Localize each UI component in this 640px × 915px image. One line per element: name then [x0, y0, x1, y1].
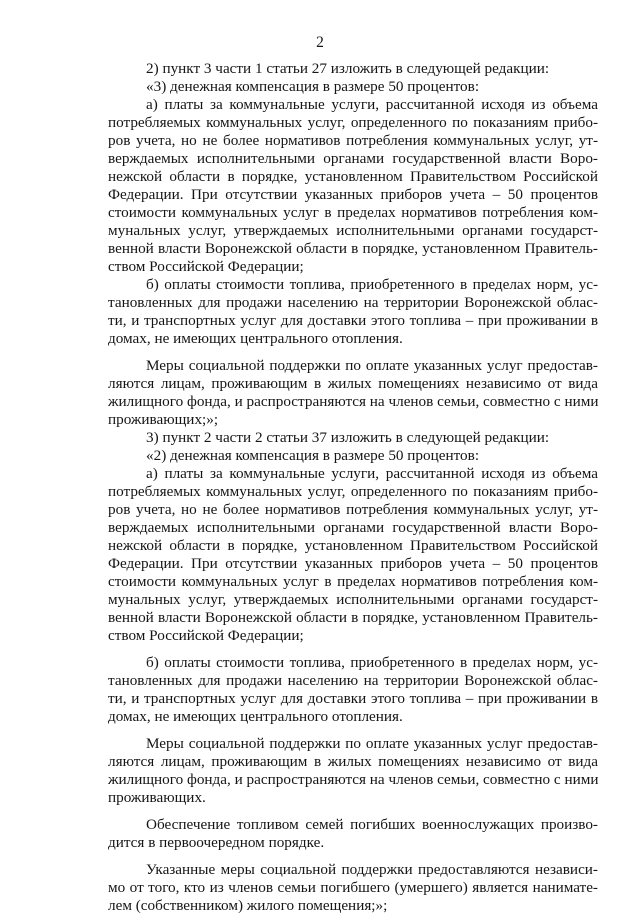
text-line: мунальных услуг, утверждаемых исполнительными органами государст- — [108, 591, 598, 608]
text-line: верждаемых исполнительными органами государственной власти Воро- — [108, 519, 598, 536]
paragraph-gap — [108, 807, 598, 816]
text-line: Федерации. При отсутствии указанных приборов учета – 50 процентов — [108, 555, 598, 572]
text-line: 2) пункт 3 части 1 статьи 27 изложить в следующей редакции: — [146, 60, 550, 77]
paragraph-gap — [108, 645, 598, 654]
text-line: ти, и транспортных услуг для доставки этого топлива – при проживании в — [108, 312, 598, 329]
text-line: ти, и транспортных услуг для доставки этого топлива – при проживании в — [108, 690, 598, 707]
text-line: ров учета, но не более нормативов потребления коммунальных услуг, ут- — [108, 132, 598, 149]
text-line: ством Российской Федерации; — [108, 258, 304, 275]
paragraph-gap — [108, 852, 598, 861]
text-line: потребляемых коммунальных услуг, определенного по показаниям прибо- — [108, 114, 598, 131]
text-line: домах, не имеющих центрального отопления. — [108, 708, 403, 725]
text-line: стоимости коммунальных услуг в пределах нормативов потребления ком- — [108, 573, 598, 590]
text-line: венной власти Воронежской области в порядке, установленном Правитель- — [108, 609, 598, 626]
text-line: дится в первоочередном порядке. — [108, 834, 325, 851]
text-line: б) оплаты стоимости топлива, приобретенного в пределах норм, ус- — [146, 276, 598, 293]
text-line: мунальных услуг, утверждаемых исполнительными органами государст- — [108, 222, 598, 239]
text-line: Меры социальной поддержки по оплате указанных услуг предостав- — [146, 357, 598, 374]
text-line: нежской области в порядке, установленном Правительством Российской — [108, 537, 598, 554]
text-line: Меры социальной поддержки по оплате указанных услуг предостав- — [146, 735, 598, 752]
text-line: ляются лицам, проживающим в жилых помещениях независимо от вида — [108, 375, 598, 392]
paragraph-gap — [108, 348, 598, 357]
text-line: жилищного фонда, и распространяются на членов семьи, совместно с ними — [108, 771, 599, 788]
text-line: нежской области в порядке, установленном Правительством Российской — [108, 168, 598, 185]
text-line: проживающих. — [108, 789, 206, 806]
text-line: ров учета, но не более нормативов потребления коммунальных услуг, ут- — [108, 501, 598, 518]
text-line: тановленных для продажи населению на территории Воронежской облас- — [108, 672, 598, 689]
text-line: ляются лицам, проживающим в жилых помещениях независимо от вида — [108, 753, 598, 770]
text-line: Обеспечение топливом семей погибших военнослужащих произво- — [146, 816, 598, 833]
text-line: ством Российской Федерации; — [108, 627, 304, 644]
text-line: проживающих;»; — [108, 411, 219, 428]
text-line: потребляемых коммунальных услуг, определенного по показаниям прибо- — [108, 483, 598, 500]
text-line: Указанные меры социальной поддержки предоставляются независи- — [146, 861, 598, 878]
text-line: «3) денежная компенсация в размере 50 процентов: — [146, 78, 480, 95]
text-line: верждаемых исполнительными органами государственной власти Воро- — [108, 150, 598, 167]
text-line: 3) пункт 2 части 2 статьи 37 изложить в следующей редакции: — [146, 429, 550, 446]
page-number: 2 — [316, 34, 324, 51]
text-line: Федерации. При отсутствии указанных приборов учета – 50 процентов — [108, 186, 598, 203]
text-line: а) платы за коммунальные услуги, рассчитанной исходя из объема — [146, 465, 598, 482]
text-line: венной власти Воронежской области в порядке, установленном Правитель- — [108, 240, 598, 257]
text-line: тановленных для продажи населению на территории Воронежской облас- — [108, 294, 598, 311]
text-line: стоимости коммунальных услуг в пределах нормативов потребления ком- — [108, 204, 598, 221]
text-line: лем (собственником) жилого помещения;»; — [108, 897, 388, 914]
text-line: жилищного фонда, и распространяются на членов семьи, совместно с ними — [108, 393, 599, 410]
paragraph-gap — [108, 726, 598, 735]
document-body — [108, 60, 598, 915]
text-line: домах, не имеющих центрального отопления. — [108, 330, 403, 347]
text-line: «2) денежная компенсация в размере 50 процентов: — [146, 447, 480, 464]
text-line: а) платы за коммунальные услуги, рассчитанной исходя из объема — [146, 96, 598, 113]
text-line: б) оплаты стоимости топлива, приобретенного в пределах норм, ус- — [146, 654, 598, 671]
text-line: мо от того, кто из членов семьи погибшего (умершего) является нанимате- — [108, 879, 598, 896]
